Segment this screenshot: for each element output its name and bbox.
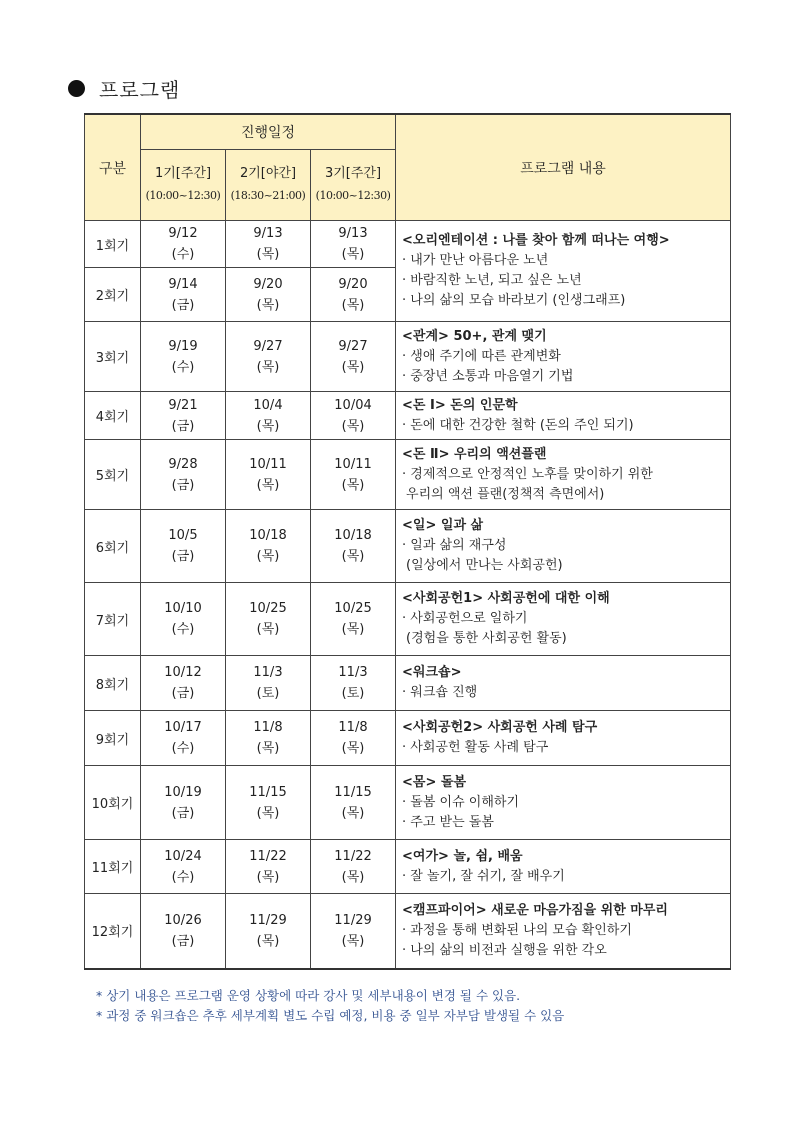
weekday-text: (목) [256,359,280,375]
program-table [84,113,731,970]
date-cell-cohort-1 [141,840,226,894]
content-title: <몸> 돌봄 [402,774,467,790]
date-text: 10/4 [253,397,283,413]
weekday-text: (목) [256,247,280,262]
footnote: * 과정 중 워크숍은 추후 세부계획 별도 수립 예정, 비용 중 일부 자부담 발생될 수 있음 [96,1008,565,1023]
date-cell-cohort-1 [141,656,226,711]
date-text: 10/17 [164,720,202,735]
weekday-text: (목) [256,477,280,493]
date-text: 9/13 [253,226,283,241]
cohort-time: (10:00~12:30) [145,189,221,202]
content-line: · 내가 만난 아름다운 노년 [402,253,549,268]
date-cell-cohort-3 [311,322,396,392]
date-cell-cohort-2 [226,583,311,656]
table-row [85,766,731,840]
session-cell: 7회기 [85,583,141,656]
weekday-text: (목) [256,869,280,885]
date-text: 9/12 [168,226,198,241]
section-heading [68,74,180,102]
content-title: <사회공헌1> 사회공헌에 대한 이해 [402,591,610,606]
date-cell-cohort-3 [311,894,396,969]
weekday-text: (금) [171,805,195,821]
weekday-text: (목) [256,933,280,949]
content-title: <워크숍> [402,665,462,680]
date-text: 10/10 [164,601,202,616]
weekday-text: (목) [256,741,280,756]
content-title: <돈 Ⅰ> 돈의 인문학 [402,397,518,413]
table-row [85,894,731,969]
content-line: · 나의 삶의 모습 바라보기 (인생그래프) [402,293,626,308]
date-cell-cohort-3 [311,510,396,583]
program-content-cell [396,440,731,510]
date-text: 10/11 [334,456,372,472]
date-text: 9/21 [168,397,198,413]
weekday-text: (목) [341,359,365,375]
date-cell-cohort-1 [141,766,226,840]
content-title: <사회공헌2> 사회공헌 사례 탐구 [402,720,598,735]
weekday-text: (토) [256,686,280,701]
weekday-text: (목) [341,247,365,262]
date-text: 10/18 [334,528,372,543]
date-cell-cohort-1 [141,711,226,766]
date-cell-cohort-2 [226,221,311,268]
table-row [85,440,731,510]
content-title: <여가> 놀, 쉼, 배움 [402,848,523,864]
date-text: 11/8 [338,720,368,735]
date-cell-cohort-3 [311,221,396,268]
date-cell-cohort-1 [141,268,226,322]
date-text: 10/5 [168,528,198,543]
program-content-cell [396,656,731,711]
weekday-text: (금) [171,549,195,564]
date-text: 10/19 [164,784,202,800]
date-cell-cohort-3 [311,392,396,440]
date-text: 9/13 [338,226,368,241]
content-line: · 생애 주기에 따른 관계변화 [402,348,561,364]
cohort-label: 2기[야간] [239,166,297,181]
date-text: 9/14 [168,276,198,292]
weekday-text: (금) [171,933,195,949]
date-text: 10/25 [249,601,287,616]
content-title: <일> 일과 삶 [402,518,484,533]
weekday-text: (목) [341,869,365,885]
program-content-cell [396,711,731,766]
date-text: 10/25 [334,601,372,616]
footnotes [96,986,564,1026]
cohort-label: 3기[주간] [324,166,382,181]
date-cell-cohort-2 [226,392,311,440]
weekday-text: (목) [256,297,280,313]
content-line: (일상에서 만나는 사회공헌) [406,558,563,573]
weekday-text: (목) [341,741,365,756]
date-cell-cohort-3 [311,583,396,656]
session-cell: 2회기 [85,268,141,322]
session-cell: 11회기 [85,840,141,894]
table-row [85,656,731,711]
weekday-text: (목) [341,297,365,313]
date-cell-cohort-2 [226,894,311,969]
date-text: 11/3 [338,665,368,680]
session-cell: 3회기 [85,322,141,392]
weekday-text: (수) [171,359,195,375]
date-cell-cohort-1 [141,392,226,440]
date-cell-cohort-2 [226,656,311,711]
weekday-text: (목) [256,549,280,564]
date-text: 9/20 [338,276,368,292]
date-text: 9/28 [168,456,198,472]
program-content-cell [396,583,731,656]
content-line: · 중장년 소통과 마음열기 기법 [402,368,574,384]
footnote: * 상기 내용은 프로그램 운영 상황에 따라 강사 및 세부내용이 변경 될 수 있음. [96,988,521,1003]
date-cell-cohort-2 [226,711,311,766]
session-cell: 10회기 [85,766,141,840]
date-cell-cohort-3 [311,268,396,322]
session-cell: 5회기 [85,440,141,510]
date-cell-cohort-3 [311,656,396,711]
content-title: <관계> 50+, 관계 맺기 [402,328,547,344]
program-content-cell [396,392,731,440]
date-text: 10/26 [164,912,202,928]
weekday-text: (수) [171,622,195,637]
session-cell: 8회기 [85,656,141,711]
cohort-time: (10:00~12:30) [315,189,391,202]
date-text: 9/20 [253,276,283,292]
date-cell-cohort-3 [311,711,396,766]
date-text: 10/18 [249,528,287,543]
content-title: <캠프파이어> 새로운 마음가짐을 위한 마무리 [402,902,668,918]
date-text: 10/11 [249,456,287,472]
date-cell-cohort-1 [141,440,226,510]
session-cell: 6회기 [85,510,141,583]
header-cohort-1 [141,150,226,221]
date-text: 11/15 [334,784,372,800]
date-text: 11/29 [334,912,372,928]
date-text: 10/12 [164,665,202,680]
program-content-cell [396,322,731,392]
table-row [85,583,731,656]
weekday-text: (목) [341,418,365,434]
date-text: 11/8 [253,720,283,735]
content-line: (경험을 통한 사회공헌 활동) [406,631,567,646]
content-title: <오리엔테이션 : 나를 찾아 함께 떠나는 여행> [402,233,670,248]
weekday-text: (금) [171,686,195,701]
weekday-text: (수) [171,247,195,262]
content-line: · 과정을 통해 변화된 나의 모습 확인하기 [402,922,632,938]
date-cell-cohort-2 [226,510,311,583]
date-text: 11/15 [249,784,287,800]
header-cohort-2 [226,150,311,221]
content-line: · 일과 삶의 재구성 [402,538,507,553]
weekday-text: (목) [341,622,365,637]
content-line: · 돈에 대한 건강한 철학 (돈의 주인 되기) [402,417,634,433]
header-cohort-3 [311,150,396,221]
weekday-text: (금) [171,297,195,313]
content-line: · 잘 놀기, 잘 쉬기, 잘 배우기 [402,868,565,884]
date-cell-cohort-2 [226,268,311,322]
weekday-text: (목) [341,477,365,493]
content-line: · 주고 받는 돌봄 [402,814,494,830]
program-content-cell [396,766,731,840]
content-line: · 워크숍 진행 [402,685,478,700]
cohort-time: (18:30~21:00) [230,189,306,202]
content-line: · 경제적으로 안정적인 노후를 맞이하기 위한 [402,466,653,482]
date-text: 11/3 [253,665,283,680]
program-content-cell [396,510,731,583]
section-title: 프로그램 [99,77,181,102]
session-cell: 12회기 [85,894,141,969]
cohort-label: 1기[주간] [154,166,212,181]
table-row [85,510,731,583]
content-line: 우리의 액션 플랜(정책적 측면에서) [406,486,605,502]
date-text: 10/04 [334,397,372,413]
session-cell: 9회기 [85,711,141,766]
date-text: 9/19 [168,338,198,354]
weekday-text: (목) [256,622,280,637]
table-row [85,221,731,268]
date-cell-cohort-2 [226,440,311,510]
header-schedule: 진행일정 [141,114,396,150]
weekday-text: (목) [341,549,365,564]
date-cell-cohort-1 [141,510,226,583]
content-line: · 사회공헌 활동 사례 탐구 [402,740,549,755]
date-cell-cohort-3 [311,440,396,510]
table-row [85,711,731,766]
date-cell-cohort-2 [226,766,311,840]
session-cell: 1회기 [85,221,141,268]
date-text: 11/22 [249,848,287,864]
date-text: 11/22 [334,848,372,864]
date-cell-cohort-1 [141,322,226,392]
weekday-text: (목) [341,805,365,821]
date-cell-cohort-2 [226,322,311,392]
weekday-text: (목) [341,933,365,949]
date-cell-cohort-3 [311,766,396,840]
weekday-text: (금) [171,418,195,434]
content-title: <돈 Ⅱ> 우리의 액션플랜 [402,446,547,462]
header-category: 구분 [85,114,141,221]
program-content-cell [396,894,731,969]
weekday-text: (금) [171,477,195,493]
weekday-text: (수) [171,869,195,885]
content-line: · 바람직한 노년, 되고 싶은 노년 [402,273,582,288]
table-row [85,322,731,392]
bullet-circle-icon [68,80,85,97]
date-cell-cohort-3 [311,840,396,894]
session-cell: 4회기 [85,392,141,440]
table-row [85,392,731,440]
date-text: 11/29 [249,912,287,928]
date-text: 9/27 [338,338,368,354]
program-content-cell [396,840,731,894]
header-content: 프로그램 내용 [396,114,731,221]
date-cell-cohort-1 [141,583,226,656]
weekday-text: (목) [256,805,280,821]
weekday-text: (수) [171,741,195,756]
weekday-text: (토) [341,686,365,701]
content-line: · 나의 삶의 비전과 실행을 위한 각오 [402,942,607,958]
date-cell-cohort-1 [141,894,226,969]
program-content-cell [396,221,731,322]
content-line: · 돌봄 이슈 이해하기 [402,794,520,810]
table-row [85,840,731,894]
content-line: · 사회공헌으로 일하기 [402,611,528,626]
weekday-text: (목) [256,418,280,434]
date-cell-cohort-2 [226,840,311,894]
date-text: 10/24 [164,848,202,864]
date-cell-cohort-1 [141,221,226,268]
date-text: 9/27 [253,338,283,354]
